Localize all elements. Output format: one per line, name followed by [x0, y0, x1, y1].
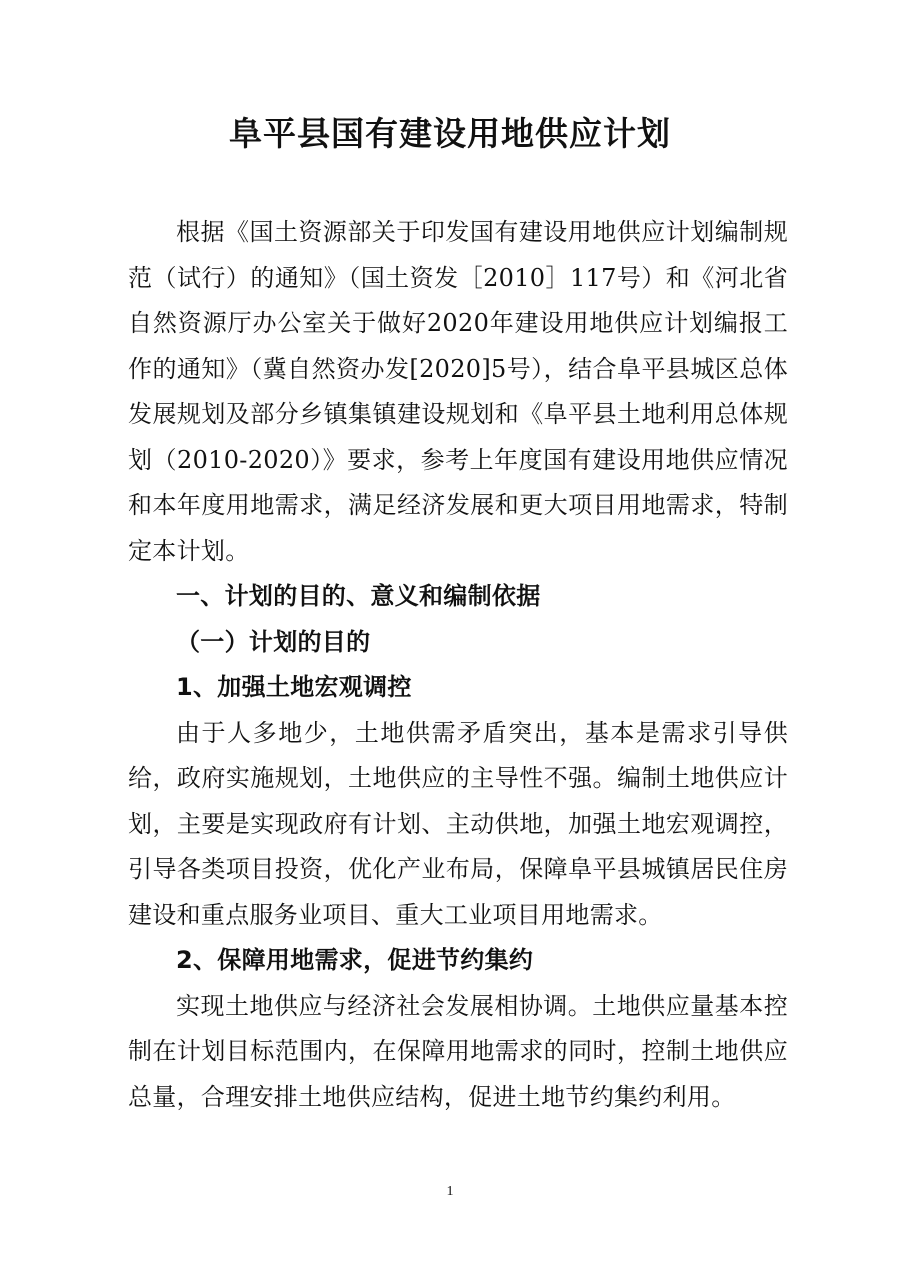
item-paragraph-2: 实现土地供应与经济社会发展相协调。土地供应量基本控制在计划目标范围内，在保障用地需求的同时，控制土地供应总量，合理安排土地供应结构，促进土地节约集约利用。 [128, 991, 788, 1111]
document-body [128, 210, 788, 1120]
intro-paragraph: 根据《国土资源部关于印发国有建设用地供应计划编制规范（试行）的通知》（国土资发［2010］117号）和《河北省自然资源厅办公室关于做好2020年建设用地供应计划编报工作的通知》（冀自然资办发[2020]5号），结合阜平县城区总体发展规划及部分乡镇集镇建设规划和《阜平县土地利用总体规划（2010-2020）》要求，参考上年度国有建设用地供应情况和本年度用地需求，满足经济发展和更大项目用地需求，特制定本计划。 [128, 218, 788, 565]
item-heading-1: 1、加强土地宏观调控 [176, 673, 412, 701]
document-title: 阜平县国有建设用地供应计划 [229, 114, 671, 153]
item-paragraph-1: 由于人多地少，土地供需矛盾突出，基本是需求引导供给，政府实施规划，土地供应的主导性不强。编制土地供应计划，主要是实现政府有计划、主动供地，加强土地宏观调控，引导各类项目投资，优化产业布局，保障阜平县城镇居民住房建设和重点服务业项目、重大工业项目用地需求。 [128, 718, 788, 929]
subsection-heading-1: （一）计划的目的 [176, 627, 371, 656]
page-number: 1 [446, 1184, 454, 1199]
section-heading-1: 一、计划的目的、意义和编制依据 [176, 582, 541, 610]
item-heading-2: 2、保障用地需求，促进节约集约 [176, 946, 534, 974]
